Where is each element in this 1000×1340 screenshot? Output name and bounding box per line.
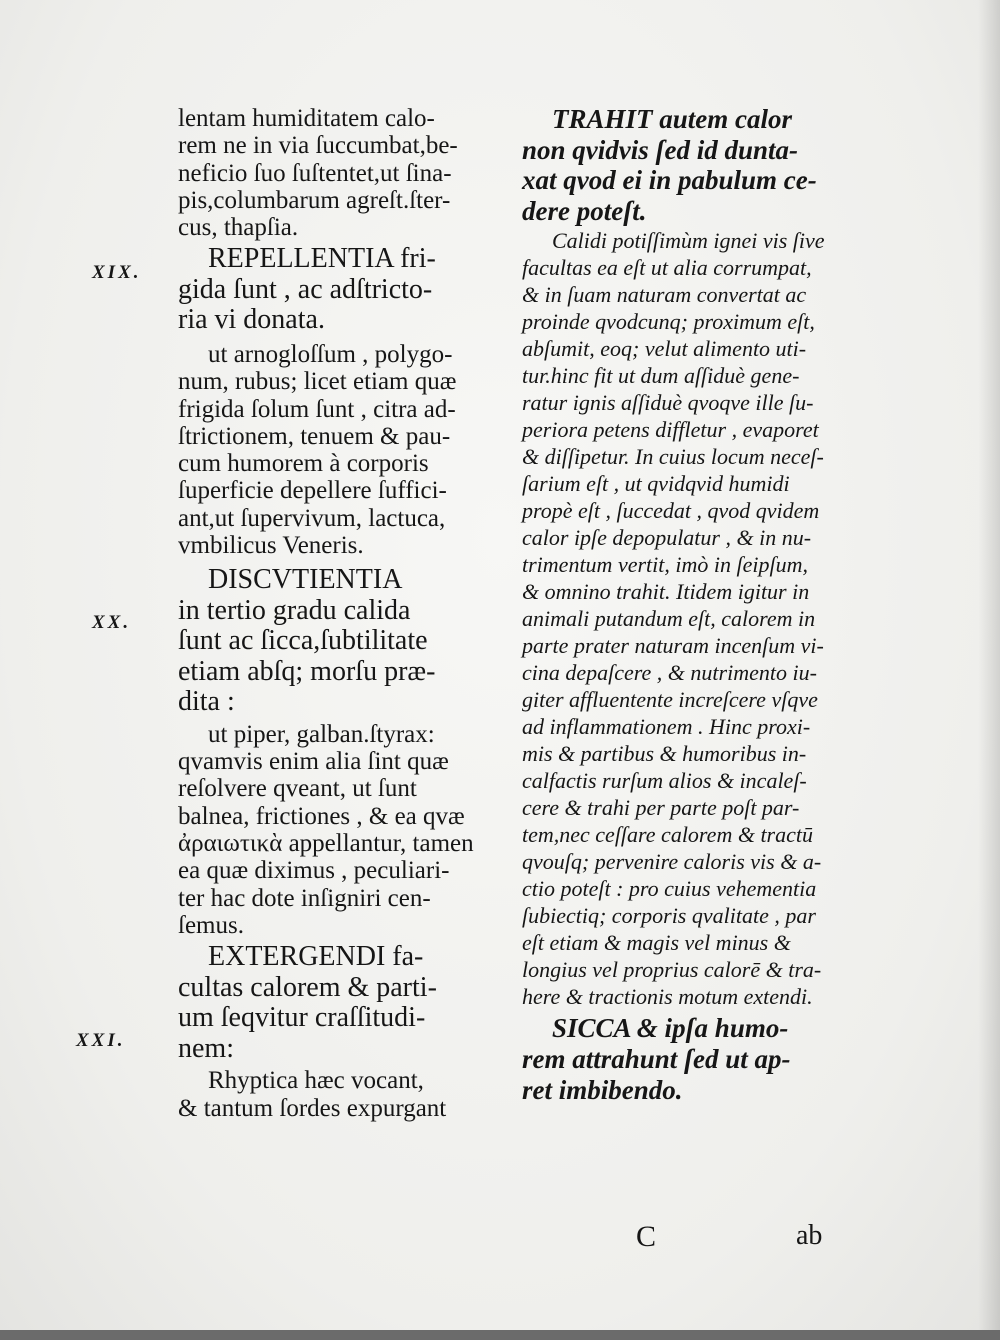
- body-text-line: ctio poteſt : pro cuius vehementia: [522, 876, 817, 902]
- body-text-line: lentam humiditatem calo-: [178, 105, 435, 132]
- body-text-line: tur.hinc fit ut dum aſſiduè gene-: [522, 363, 800, 389]
- body-text-line: mis & partibus & humoribus in-: [522, 741, 807, 767]
- body-text-line: rem ne in via ſuccumbat,be-: [178, 132, 458, 160]
- body-text-line: & in ſuam naturam convertat ac: [522, 282, 807, 308]
- page-bottom-edge: [0, 1330, 1000, 1340]
- body-text-line: qvouſq; pervenire caloris vis & a-: [522, 849, 822, 875]
- body-text-line: ut piper, galban.ſtyrax:: [208, 720, 435, 748]
- body-text-line: trimentum vertit, imò in ſeipſum,: [522, 552, 808, 578]
- body-text-line: facultas ea eſt ut alia corrumpat,: [522, 255, 812, 281]
- section-heading-line: etiam abſq; morſu præ-: [178, 655, 436, 687]
- body-text-line: & omnino trahit. Itidem igitur in: [522, 579, 810, 605]
- section-heading-line: xat qvod ei in pabulum ce-: [522, 165, 817, 196]
- body-text-line: propè eſt , ſuccedat , qvod qvidem: [522, 498, 820, 524]
- body-text-line: & diſſipetur. In cuius locum neceſ-: [522, 444, 824, 470]
- body-text-line: eſt etiam & magis vel minus &: [522, 930, 791, 956]
- body-text-line: ſtrictionem, tenuem & pau-: [178, 422, 451, 450]
- body-text-line: ἀραιωτικὰ appellantur, tamen: [178, 830, 474, 858]
- body-text-line: parte prater naturam incenſum vi-: [522, 633, 824, 659]
- body-text-line: neficio ſuo ſuſtentet,ut ſina-: [178, 159, 452, 187]
- left-column: [178, 106, 490, 1123]
- body-text-line: ant,ut ſupervivum, lactuca,: [178, 504, 446, 532]
- body-text-line: cum humorem à corporis: [178, 450, 429, 478]
- body-text-line: Rhyptica hæc vocant,: [208, 1067, 424, 1095]
- body-text-line: & tantum ſordes expurgant: [178, 1094, 447, 1122]
- section-heading-line: ria vi donata.: [178, 304, 325, 336]
- body-text-line: longius vel proprius calorē & tra-: [522, 957, 822, 983]
- section-heading-line: ret imbibendo.: [522, 1074, 683, 1105]
- body-text-line: cina depaſcere , & nutrimento iu-: [522, 660, 817, 686]
- body-text-line: num, rubus; licet etiam quæ: [178, 368, 457, 396]
- body-text-line: ter hac dote inſigniri cen-: [178, 884, 431, 912]
- right-column: [522, 106, 852, 1107]
- body-text-line: giter affluentente increſcere vſqve: [522, 687, 818, 713]
- body-text-line: ſuperficie depellere ſuffici-: [178, 477, 447, 505]
- body-text-line: calfactis rurſum alios & incaleſ-: [522, 768, 807, 794]
- body-text-line: ut arnogloſſum , polygo-: [208, 340, 453, 368]
- section-heading-line: in tertio gradu calida: [178, 594, 411, 626]
- section-heading-line: nem:: [178, 1032, 234, 1064]
- catchword: ab: [796, 1220, 823, 1251]
- section-heading-line: non qvidvis ſed id dunta-: [522, 134, 799, 165]
- section-heading-line: TRAHIT autem calor: [552, 104, 793, 134]
- signature-mark: C: [636, 1220, 657, 1253]
- body-text-line: Calidi potiſſimùm ignei vis ſive: [552, 228, 825, 254]
- body-text-line: ſarium eſt , ut qvidqvid humidi: [522, 471, 790, 497]
- margin-marker-20: XX.: [92, 612, 132, 633]
- section-heading-line: ſunt ac ſicca,ſubtilitate: [178, 625, 428, 657]
- section-heading-line: rem attrahunt ſed ut ap-: [522, 1043, 791, 1074]
- margin-marker-21: XXI.: [76, 1030, 126, 1051]
- body-text-line: ea quæ diximus , peculiari-: [178, 857, 450, 885]
- body-text-line: animali putandum eſt, calorem in: [522, 606, 816, 632]
- body-text-line: ad inflammationem . Hinc proxi-: [522, 714, 811, 740]
- body-text-line: proinde qvodcunq; proximum eſt,: [522, 309, 815, 335]
- body-text-line: pis,columbarum agreſt.ſter-: [178, 186, 451, 214]
- section-heading-line: REPELLENTIA fri-: [208, 243, 436, 275]
- body-text-line: vmbilicus Veneris.: [178, 532, 364, 560]
- body-text-line: balnea, frictiones , & ea qvæ: [178, 802, 465, 830]
- body-text-line: cere & trahi per parte poſt par-: [522, 795, 800, 821]
- section-heading-line: cultas calorem & parti-: [178, 971, 437, 1003]
- body-text-line: qvamvis enim alia ſint quæ: [178, 748, 449, 776]
- body-text-line: tem,nec ceſſare calorem & tractū: [522, 822, 813, 848]
- margin-marker-19: XIX.: [92, 262, 142, 283]
- section-heading-line: EXTERGENDI fa-: [208, 941, 424, 973]
- body-text-line: here & tractionis motum extendi.: [522, 984, 813, 1010]
- body-text-line: frigida ſolum ſunt , citra ad-: [178, 395, 456, 423]
- section-heading-line: gida ſunt , ac adſtricto-: [178, 273, 433, 305]
- body-text-line: periora petens diffletur , evaporet: [522, 417, 819, 443]
- body-text-line: cus, thapſia.: [178, 214, 299, 242]
- body-text-line: ſemus.: [178, 911, 244, 939]
- body-text-line: ſubiectiq; corporis qvalitate , par: [522, 903, 816, 929]
- section-heading-line: SICCA & ipſa humo-: [552, 1013, 789, 1044]
- section-heading-line: um ſeqvitur craſſitudi-: [178, 1002, 426, 1034]
- body-text-line: ratur ignis aſſiduè qvoqve ille ſu-: [522, 390, 814, 416]
- section-heading-line: dita :: [178, 686, 235, 718]
- page-shadow: [978, 0, 1000, 1340]
- body-text-line: calor ipſe depopulatur , & in nu-: [522, 525, 812, 551]
- section-heading-line: dere poteſt.: [522, 195, 647, 226]
- body-text-line: abſumit, eoq; velut alimento uti-: [522, 336, 807, 362]
- section-heading-line: DISCVTIENTIA: [208, 564, 403, 596]
- body-text-line: reſolvere qveant, ut ſunt: [178, 775, 417, 803]
